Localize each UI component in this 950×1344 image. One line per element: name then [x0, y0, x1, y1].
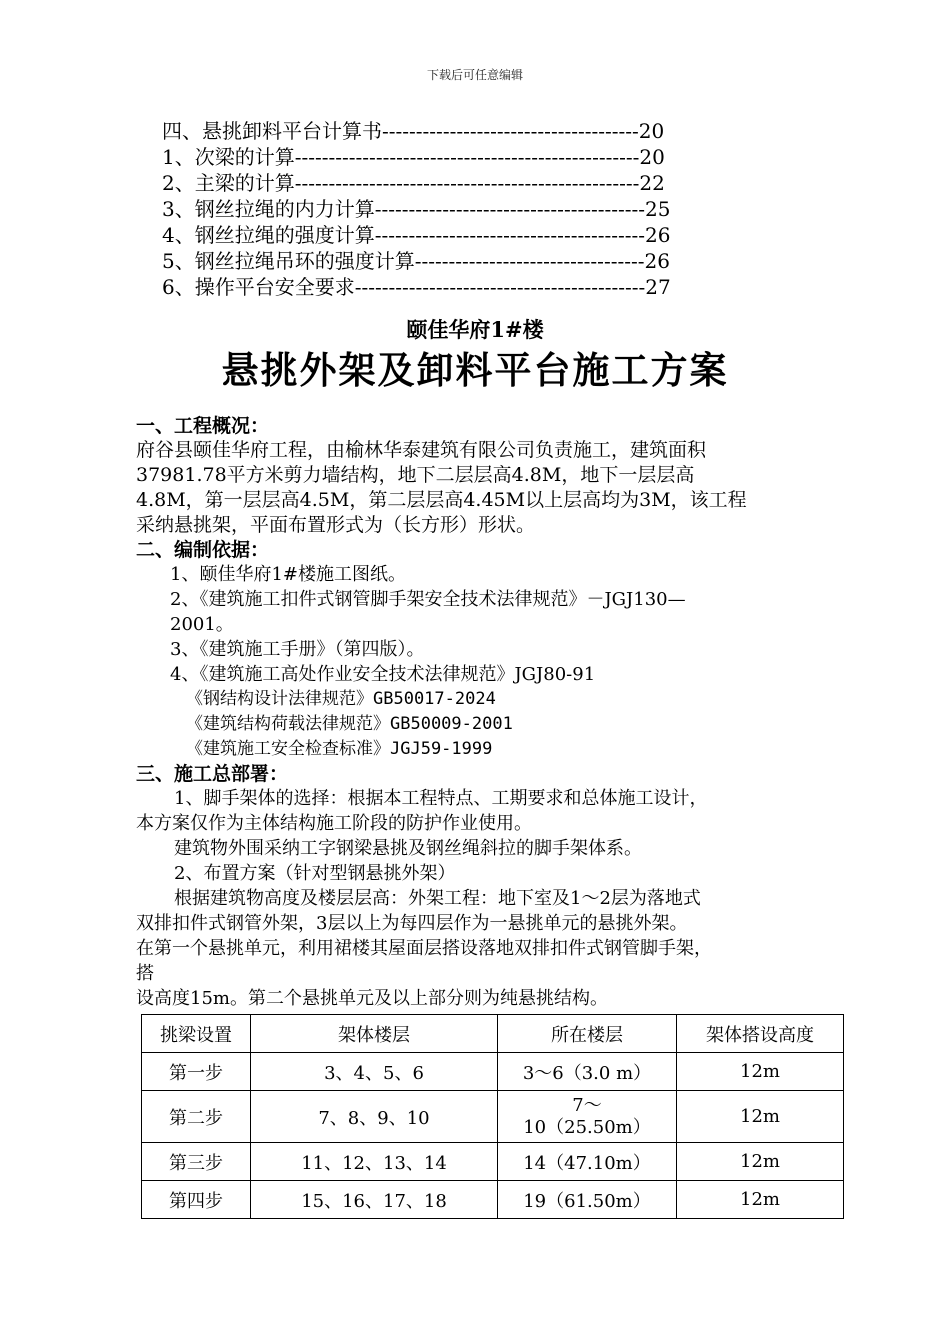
- section-heading: 三、施工总部署：: [136, 763, 289, 785]
- table-cell: 12m: [677, 1143, 844, 1181]
- toc-entry: 5、钢丝拉绳吊环的强度计算----------------------------------26: [162, 249, 670, 273]
- table-cell: 3、4、5、6: [251, 1053, 498, 1091]
- reference-item: 《建筑施工安全检查标准》JGJ59-1999: [186, 739, 493, 759]
- page-header-note: 下载后可任意编辑: [426, 68, 523, 82]
- table-header-cell: 架体搭设高度: [677, 1015, 844, 1053]
- table-cell: 7～ 10（25.50m）: [498, 1091, 677, 1143]
- cantilever-plan-table: [141, 1014, 844, 1219]
- table-cell: 19（61.50m）: [498, 1181, 677, 1219]
- table-cell: 12m: [677, 1181, 844, 1219]
- table-cell: 第三步: [142, 1143, 251, 1181]
- paragraph-line: 设高度15m。第二个悬挑单元及以上部分则为纯悬挑结构。: [136, 988, 608, 1009]
- table-cell: 12m: [677, 1053, 844, 1091]
- document-title: 悬挑外架及卸料平台施工方案: [221, 348, 729, 392]
- document-body: [136, 414, 856, 1011]
- table-cell: 3～6（3.0 m）: [498, 1053, 677, 1091]
- table-of-contents: [162, 118, 671, 300]
- table-cell: 第四步: [142, 1181, 251, 1219]
- table-row: [142, 1053, 844, 1091]
- table-header-cell: 挑梁设置: [142, 1015, 251, 1053]
- paragraph-line: 本方案仅作为主体结构施工阶段的防护作业使用。: [136, 813, 532, 834]
- paragraph-line: 采纳悬挑架，平面布置形式为（长方形）形状。: [136, 514, 536, 536]
- document-subtitle: 颐佳华府1#楼: [406, 317, 544, 342]
- table-row: [142, 1181, 844, 1219]
- paragraph-line: 双排扣件式钢管外架，3层以上为每四层作为一悬挑单元的悬挑外架。: [136, 913, 688, 934]
- toc-entry: 2、主梁的计算---------------------------------------------------22: [162, 171, 665, 195]
- section-heading: 二、编制依据：: [136, 539, 270, 561]
- paragraph-line: 建筑物外围采纳工字钢梁悬挑及钢丝绳斜拉的脚手架体系。: [174, 838, 642, 859]
- table-cell: 12m: [677, 1091, 844, 1143]
- table-cell: 7、8、9、10: [251, 1091, 498, 1143]
- paragraph-line: 37981.78平方米剪力墙结构，地下二层层高4.8M，地下一层层高: [136, 464, 695, 486]
- paragraph-line: 在第一个悬挑单元，利用裙楼其屋面层搭设落地双排扣件式钢管脚手架，: [136, 938, 712, 959]
- reference-item: 2001。: [170, 614, 234, 635]
- table-header-cell: 所在楼层: [498, 1015, 677, 1053]
- section-heading: 一、工程概况：: [136, 415, 270, 437]
- paragraph-line: 府谷县颐佳华府工程，由榆林华泰建筑有限公司负责施工，建筑面积: [136, 439, 707, 461]
- table-cell: 15、16、17、18: [251, 1181, 498, 1219]
- table-cell: 第二步: [142, 1091, 251, 1143]
- toc-entry: 四、悬挑卸料平台计算书--------------------------------------20: [162, 119, 665, 143]
- table-cell: 第一步: [142, 1053, 251, 1091]
- reference-item: 4、《建筑施工高处作业安全技术法律规范》JGJ80-91: [170, 664, 596, 685]
- table-header-row: [142, 1015, 844, 1053]
- toc-entry: 6、操作平台安全要求-------------------------------------------27: [162, 275, 671, 299]
- paragraph-line: 1、脚手架体的选择：根据本工程特点、工期要求和总体施工设计，: [174, 788, 708, 809]
- table-cell: 11、12、13、14: [251, 1143, 498, 1181]
- reference-item: 3、《建筑施工手册》（第四版）。: [170, 639, 425, 660]
- reference-item: 1、颐佳华府1#楼施工图纸。: [170, 564, 406, 585]
- reference-item: 《钢结构设计法律规范》GB50017-2024: [186, 689, 496, 709]
- reference-item: 2、《建筑施工扣件式钢管脚手架安全技术法律规范》－JGJ130—: [170, 589, 686, 610]
- paragraph-line: 2、布置方案（针对型钢悬挑外架）: [174, 863, 456, 884]
- table-cell: 14（47.10m）: [498, 1143, 677, 1181]
- toc-entry: 1、次梁的计算---------------------------------------------------20: [162, 145, 665, 169]
- paragraph-line: 根据建筑物高度及楼层层高：外架工程：地下室及1～2层为落地式: [174, 888, 701, 909]
- toc-entry: 3、钢丝拉绳的内力计算----------------------------------------25: [162, 197, 671, 221]
- table-row: [142, 1143, 844, 1181]
- table-row: [142, 1091, 844, 1143]
- paragraph-line: 4.8M，第一层层高4.5M，第二层层高4.45M以上层高均为3M，该工程: [136, 489, 747, 511]
- reference-item: 《建筑结构荷载法律规范》GB50009-2001: [186, 714, 513, 734]
- toc-entry: 4、钢丝拉绳的强度计算----------------------------------------26: [162, 223, 671, 247]
- table-header-cell: 架体楼层: [251, 1015, 498, 1053]
- paragraph-line: 搭: [136, 963, 154, 984]
